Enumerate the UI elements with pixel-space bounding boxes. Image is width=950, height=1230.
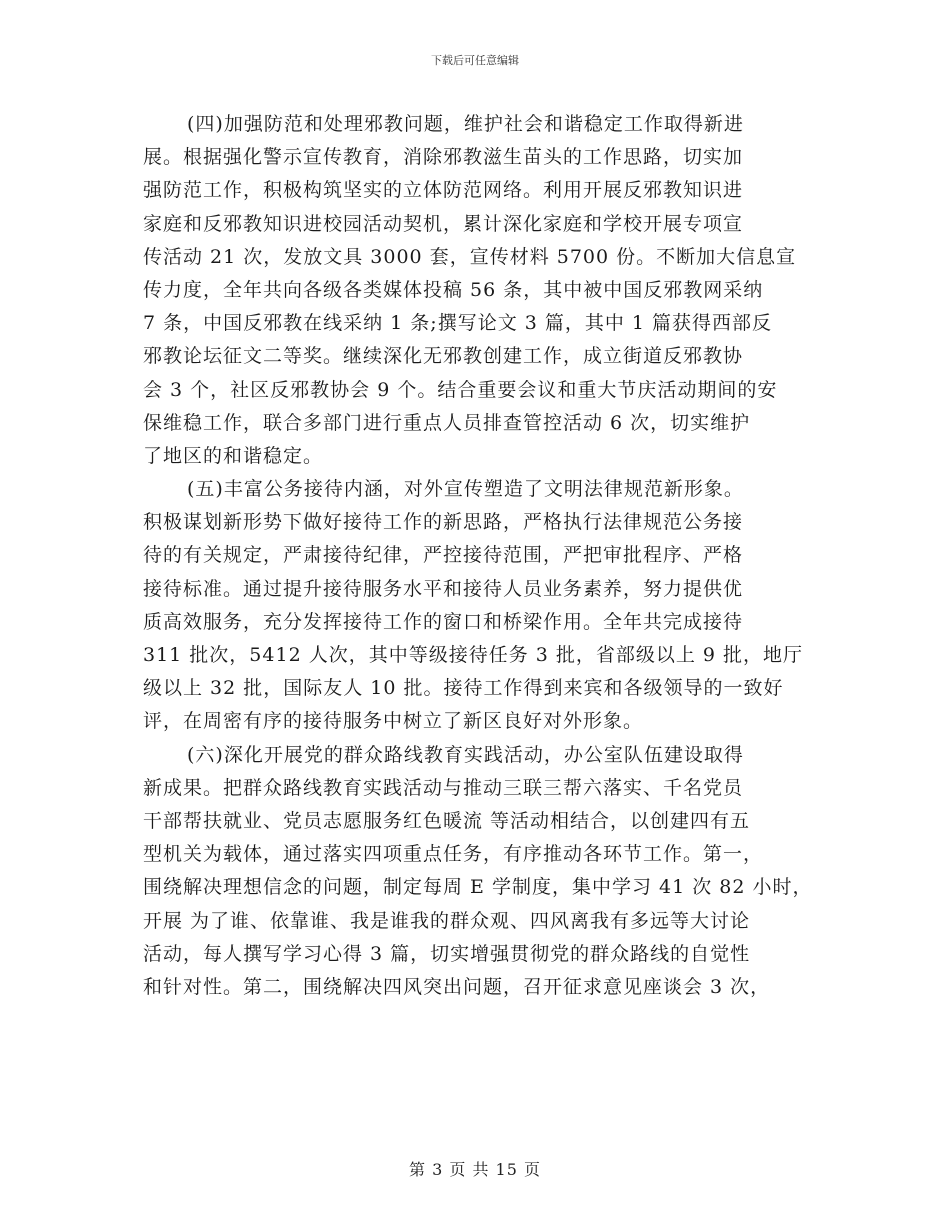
text-line: 和针对性。第二，围绕解决四风突出问题，召开征求意见座谈会 3 次， <box>143 975 771 998</box>
text-line: 传力度，全年共向各级各类媒体投稿 56 条，其中被中国反邪教网采纳 <box>143 278 764 301</box>
paragraph-first-line: (六)深化开展党的群众路线教育实践活动，办公室队伍建设取得 <box>187 743 744 766</box>
page-number: 第 3 页 共 15 页 <box>409 1160 541 1179</box>
text-line: 型机关为载体，通过落实四项重点任务，有序推动各环节工作。第一， <box>143 843 764 866</box>
text-line: 强防范工作，积极构筑坚实的立体防范网络。利用开展反邪教知识进 <box>143 179 744 202</box>
text-line: 家庭和反邪教知识进校园活动契机，累计深化家庭和学校开展专项宣 <box>143 212 744 235</box>
paragraph-first-line: (四)加强防范和处理邪教问题，维护社会和谐稳定工作取得新进 <box>187 113 744 135</box>
text-line: 评，在周密有序的接待服务中树立了新区良好对外形象。 <box>143 710 644 733</box>
text-line: 了地区的和谐稳定。 <box>143 444 324 467</box>
text-line: 邪教论坛征文二等奖。继续深化无邪教创建工作，成立街道反邪教协 <box>143 345 744 368</box>
text-line: 展。根据强化警示宣传教育，消除邪教滋生苗头的工作思路，切实加 <box>143 146 744 169</box>
paragraph-first-line: (五)丰富公务接待内涵，对外宣传塑造了文明法律规范新形象。 <box>187 478 744 501</box>
text-line: 积极谋划新形势下做好接待工作的新思路，严格执行法律规范公务接 <box>143 511 744 534</box>
text-line: 活动，每人撰写学习心得 3 篇，切实增强贯彻党的群众路线的自觉性 <box>143 942 751 965</box>
text-line: 保维稳工作，联合多部门进行重点人员排查管控活动 6 次，切实维护 <box>143 411 751 434</box>
header-note: 下载后可任意编辑 <box>431 54 519 67</box>
text-line: 接待标准。通过提升接待服务水平和接待人员业务素养，努力提供优 <box>143 577 744 600</box>
document-body <box>143 108 823 1004</box>
text-line: 质高效服务，充分发挥接待工作的窗口和桥梁作用。全年共完成接待 <box>143 610 744 633</box>
text-line: 会 3 个，社区反邪教协会 9 个。结合重要会议和重大节庆活动期间的安 <box>143 378 778 401</box>
text-line: 7 条，中国反邪教在线采纳 1 条;撰写论文 3 篇，其中 1 篇获得西部反 <box>143 312 773 335</box>
text-line: 待的有关规定，严肃接待纪律，严控接待范围，严把审批程序、严格 <box>143 544 744 567</box>
text-line: 级以上 32 批，国际友人 10 批。接待工作得到来宾和各级领导的一致好 <box>143 677 784 700</box>
text-line: 围绕解决理想信念的问题，制定每周 E 学制度，集中学习 41 次 82 小时， <box>143 876 813 899</box>
text-line: 新成果。把群众路线教育实践活动与推动三联三帮六落实、千名党员 <box>143 776 744 799</box>
text-line: 干部帮扶就业、党员志愿服务红色暖流 等活动相结合，以创建四有五 <box>143 809 751 832</box>
text-line: 传活动 21 次，发放文具 3000 套，宣传材料 5700 份。不断加大信息宣 <box>143 245 797 268</box>
text-line: 开展 为了谁、依靠谁、我是谁我的群众观、四风离我有多远等大讨论 <box>143 909 751 932</box>
text-line: 311 批次，5412 人次，其中等级接待任务 3 批，省部级以上 9 批，地厅 <box>143 644 804 666</box>
